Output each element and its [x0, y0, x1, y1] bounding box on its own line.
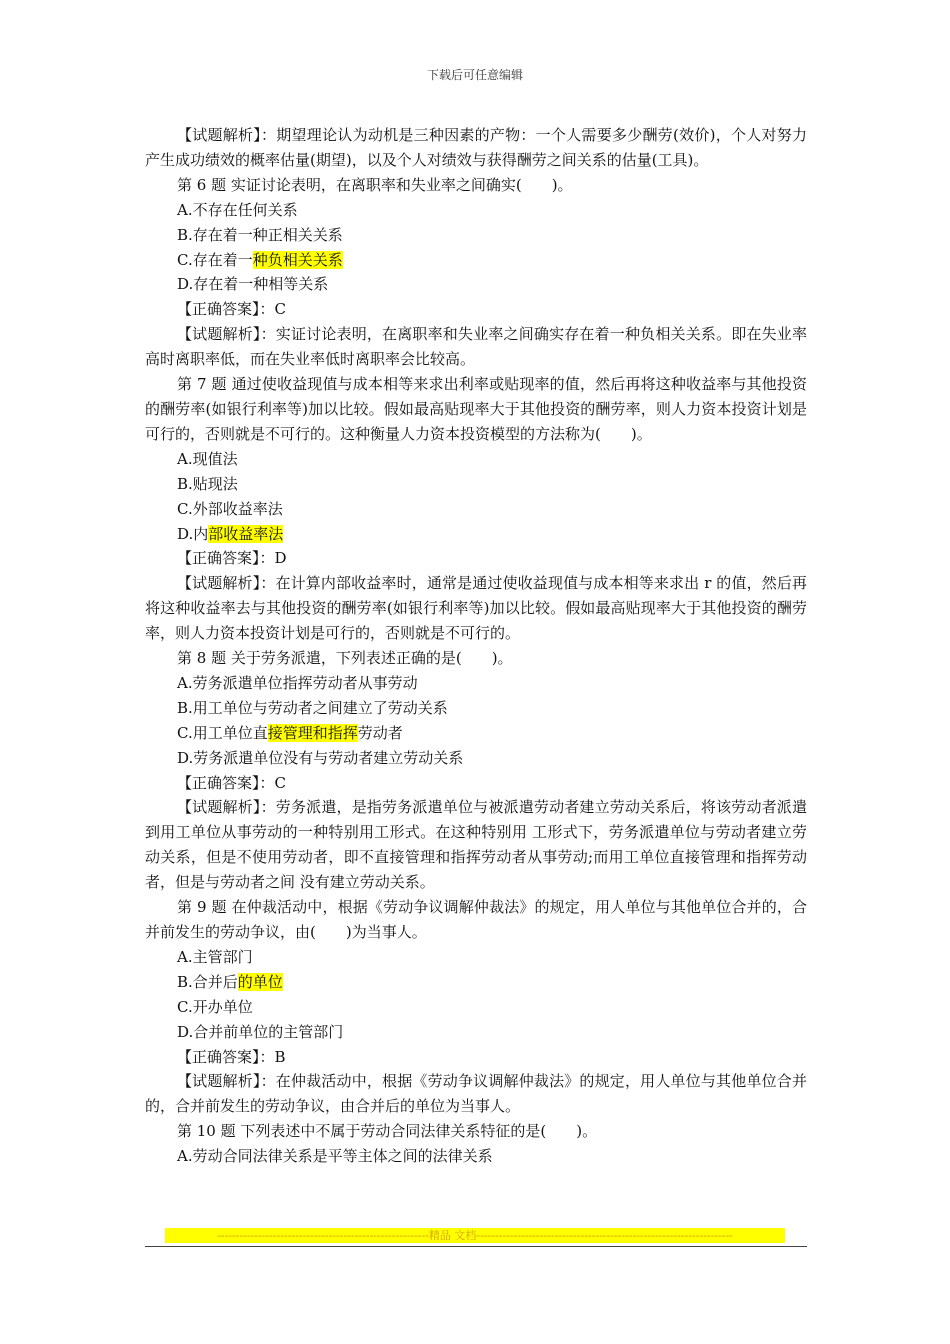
paragraph [145, 198, 807, 223]
paragraph-text: 【正确答案】：B [177, 1047, 286, 1066]
paragraph [145, 1020, 807, 1045]
paragraph [145, 895, 807, 945]
paragraph [145, 123, 807, 173]
paragraph-text: 【试题解析】：期望理论认为动机是三种因素的产物：一个人需要多少酬劳(效价)，个人对努力产生成功绩效的概率估量(期望)，以及个人对绩效与获得酬劳之间关系的估量(工具)。 [145, 126, 807, 169]
paragraph-text: 第 6 题 实证讨论表明，在离职率和失业率之间确实( )。 [177, 175, 573, 194]
paragraph-text: 【正确答案】：C [177, 773, 286, 792]
paragraph-text: A.主管部门 [177, 947, 253, 966]
paragraph [145, 522, 807, 547]
paragraph-text: A.劳务派遣单位指挥劳动者从事劳动 [177, 673, 418, 692]
paragraph-text: C.用工单位直 [177, 723, 268, 742]
paragraph [145, 671, 807, 696]
document-body [145, 123, 807, 1169]
paragraph [145, 497, 807, 522]
paragraph-text: C.存在着一 [177, 250, 253, 269]
paragraph [145, 372, 807, 447]
paragraph [145, 945, 807, 970]
paragraph-text: B.合并后 [177, 972, 238, 991]
paragraph-text-tail: 劳动者 [357, 723, 403, 742]
paragraph [145, 173, 807, 198]
paragraph [145, 696, 807, 721]
paragraph-text: A.劳动合同法律关系是平等主体之间的法律关系 [177, 1147, 493, 1166]
paragraph [145, 546, 807, 571]
paragraph-text: C.外部收益率法 [177, 499, 283, 518]
paragraph [145, 297, 807, 322]
paragraph [145, 771, 807, 796]
paragraph [145, 272, 807, 297]
paragraph-text: A.不存在任何关系 [177, 200, 298, 219]
paragraph-text: 【试题解析】：劳务派遣，是指劳务派遣单位与被派遣劳动者建立劳动关系后，将该劳动者派遣到用工单位从事劳动的一种特别用工形式。在这种特别用 工形式下，劳务派遣单位与劳动者建立劳动关系，但是不使用劳动者，即不直接管理和指挥劳动者从事劳动;而用工单位直接管理和指挥劳动者，但是与劳动者之间 没有建立劳动关系。 [145, 798, 807, 892]
paragraph-text: B.用工单位与劳动者之间建立了劳动关系 [177, 698, 448, 717]
paragraph-text: D.劳务派遣单位没有与劳动者建立劳动关系 [177, 748, 464, 767]
highlighted-text: 种负相关关系 [252, 250, 343, 269]
paragraph-text: C.开办单位 [177, 997, 253, 1016]
paragraph-text: 【试题解析】：在仲裁活动中，根据《劳动争议调解仲裁法》的规定，用人单位与其他单位合并的，合并前发生的劳动争议，由合并后的单位为当事人。 [145, 1072, 807, 1116]
paragraph [145, 970, 807, 995]
paragraph [145, 571, 807, 646]
paragraph-text: D.存在着一种相等关系 [177, 275, 329, 294]
paragraph-text: D.内 [177, 524, 209, 543]
paragraph [145, 1144, 807, 1169]
paragraph-text: 【试题解析】：实证讨论表明，在离职率和失业率之间确实存在着一种负相关关系。即在失业率高时离职率低，而在失业率低时离职率会比较高。 [145, 325, 807, 369]
paragraph [145, 795, 807, 895]
page-header: 下载后可任意编辑 [426, 68, 523, 82]
paragraph-text: 【正确答案】：D [177, 549, 287, 568]
paragraph-text: B.贴现法 [177, 474, 238, 493]
paragraph [145, 646, 807, 671]
highlighted-text: 部收益率法 [208, 524, 284, 543]
paragraph-text: 第 7 题 通过使收益现值与成本相等来求出利率或贴现率的值，然后再将这种收益率与其他投资的酬劳率(如银行利率等)加以比较。假如最高贴现率大于其他投资的酬劳率，则人力资本投资计划是可行的，否则就是不可行的。这种衡量人力资本投资模型的方法称为( )。 [145, 375, 807, 443]
footer-banner: ---------------------------------------------------------精品 文档--------------------------------------------------------------------- [165, 1228, 785, 1243]
paragraph-text: 【试题解析】：在计算内部收益率时，通常是通过使收益现值与成本相等来求出 r 的值，然后再将这种收益率去与其他投资的酬劳率(如银行利率等)加以比较。假如最高贴现率大于其他投资的酬劳率，则人力资本投资计划是可行的，否则就是不可行的。 [145, 574, 807, 643]
paragraph-text: 第 10 题 下列表述中不属于劳动合同法律关系特征的是( )。 [177, 1122, 598, 1141]
paragraph [145, 995, 807, 1020]
paragraph [145, 223, 807, 248]
paragraph-text: 第 9 题 在仲裁活动中，根据《劳动争议调解仲裁法》的规定，用人单位与其他单位合并的，合并前发生的劳动争议，由( )为当事人。 [145, 898, 807, 941]
highlighted-text: 接管理和指挥 [267, 723, 358, 742]
paragraph-text: A.现值法 [177, 449, 238, 468]
paragraph [145, 1069, 807, 1119]
paragraph-text: B.存在着一种正相关关系 [177, 225, 343, 244]
paragraph [145, 1045, 807, 1070]
paragraph-text: 第 8 题 关于劳务派遣，下列表述正确的是( )。 [177, 649, 513, 668]
paragraph [145, 472, 807, 497]
paragraph [145, 1119, 807, 1144]
paragraph [145, 447, 807, 472]
footer-divider [145, 1246, 807, 1247]
paragraph-text: 【正确答案】：C [177, 300, 286, 319]
paragraph [145, 322, 807, 372]
paragraph [145, 721, 807, 746]
paragraph-text: D.合并前单位的主管部门 [177, 1022, 344, 1041]
paragraph [145, 746, 807, 771]
highlighted-text: 的单位 [237, 972, 283, 991]
paragraph [145, 248, 807, 273]
